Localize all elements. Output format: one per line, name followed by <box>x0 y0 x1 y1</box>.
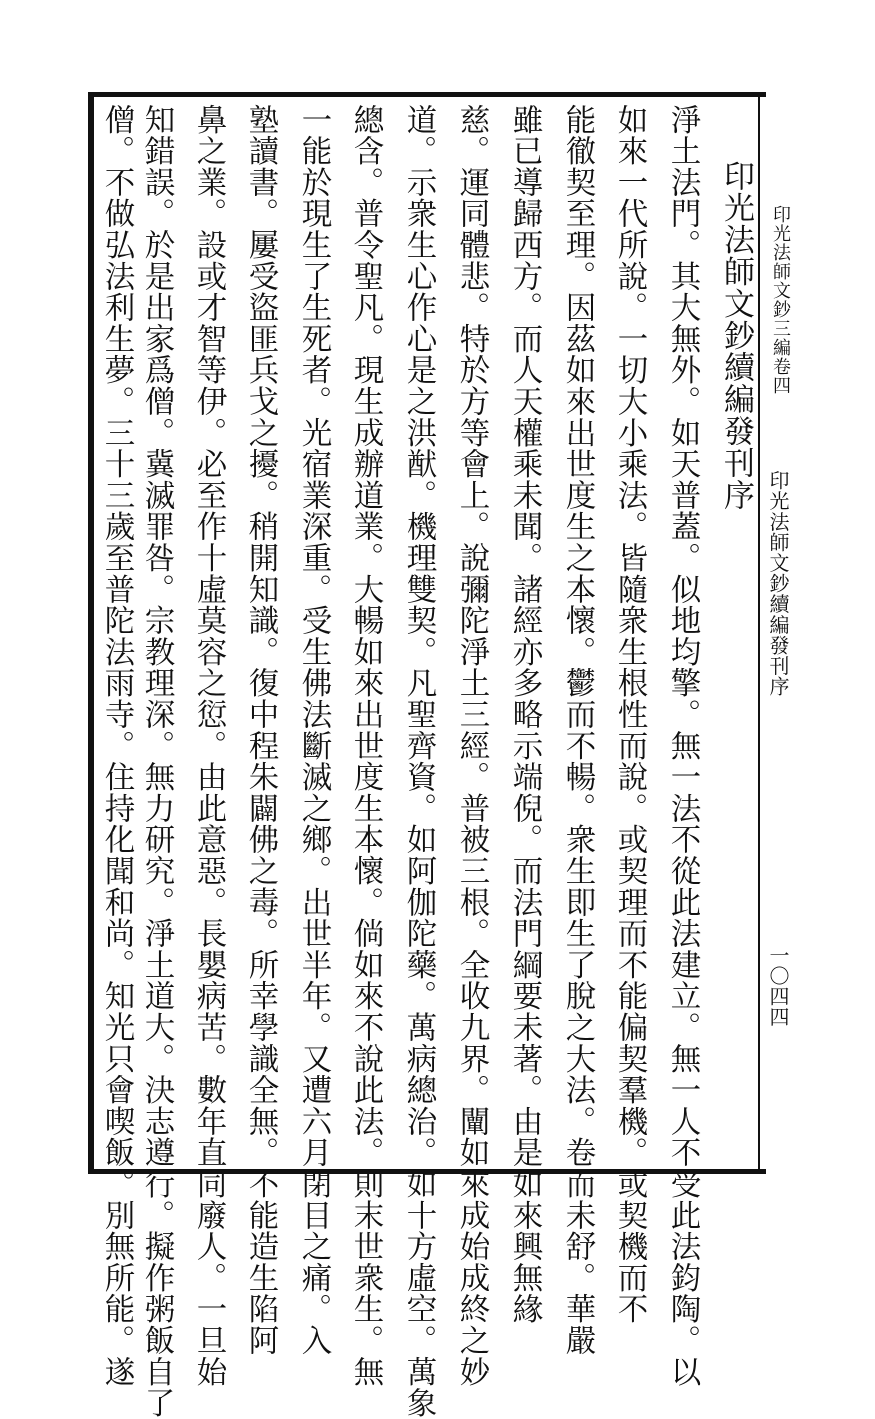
text-column: 知錯誤。於是出家爲僧。冀滅罪咎。宗教理深。無力研究。淨土道大。決志遵行。擬作粥飯自了 <box>139 104 174 1419</box>
page-title: 印光法師文鈔續編發刊序 <box>718 160 754 511</box>
text-column: 雖已導歸西方。而人天權乘未聞。諸經亦多略示端倪。而法門綱要未著。由是如來興無緣 <box>507 104 542 1325</box>
text-column: 鼻之業。設或才智等伊。必至作十虛莫容之愆。由此意惡。長嬰病苦。數年直同廢人。一旦始 <box>191 104 226 1388</box>
page-number: 一〇四四 <box>766 945 790 1027</box>
text-column: 僧。不做弘法利生夢。三十三歲至普陀法雨寺。住持化聞和尚。知光只會喫飯。別無所能。遂 <box>99 104 134 1388</box>
text-column: 能徹契至理。因茲如來出世度生之本懷。鬱而不暢。衆生即生了脫之大法。卷而未舒。華嚴 <box>560 104 595 1356</box>
text-column: 塾讀書。屢受盜匪兵戈之擾。稍開知識。復中程朱闢佛之毒。所幸學識全無。不能造生陷阿 <box>243 104 278 1356</box>
text-column: 總含。普令聖凡。現生成辦道業。大暢如來出世度生本懷。倘如來不說此法。則末世衆生。無 <box>348 104 383 1388</box>
text-column: 一能於現生了生死者。光宿業深重。受生佛法斷滅之鄉。出世半年。又遭六月閉目之痛。入 <box>296 104 331 1356</box>
text-column: 淨土法門。其大無外。如天普蓋。似地均擎。無一法不從此法建立。無一人不受此法鈞陶。以 <box>665 104 700 1388</box>
text-column: 道。示衆生心作心是之洪猷。機理雙契。凡聖齊資。如阿伽陀藥。萬病總治。如十方虛空。萬象 <box>401 104 436 1419</box>
margin-rule <box>758 92 760 1169</box>
book-header: 印光法師文鈔三編卷四 <box>770 205 791 395</box>
text-column: 如來一代所說。一切大小乘法。皆隨衆生根性而說。或契理而不能偏契羣機。或契機而不 <box>612 104 647 1325</box>
text-column: 慈。運同體悲。特於方等會上。說彌陀淨土三經。普被三根。全收九界。闡如來成始成終之妙 <box>454 104 489 1388</box>
chapter-header: 印光法師文鈔續編發刊序 <box>766 470 790 697</box>
